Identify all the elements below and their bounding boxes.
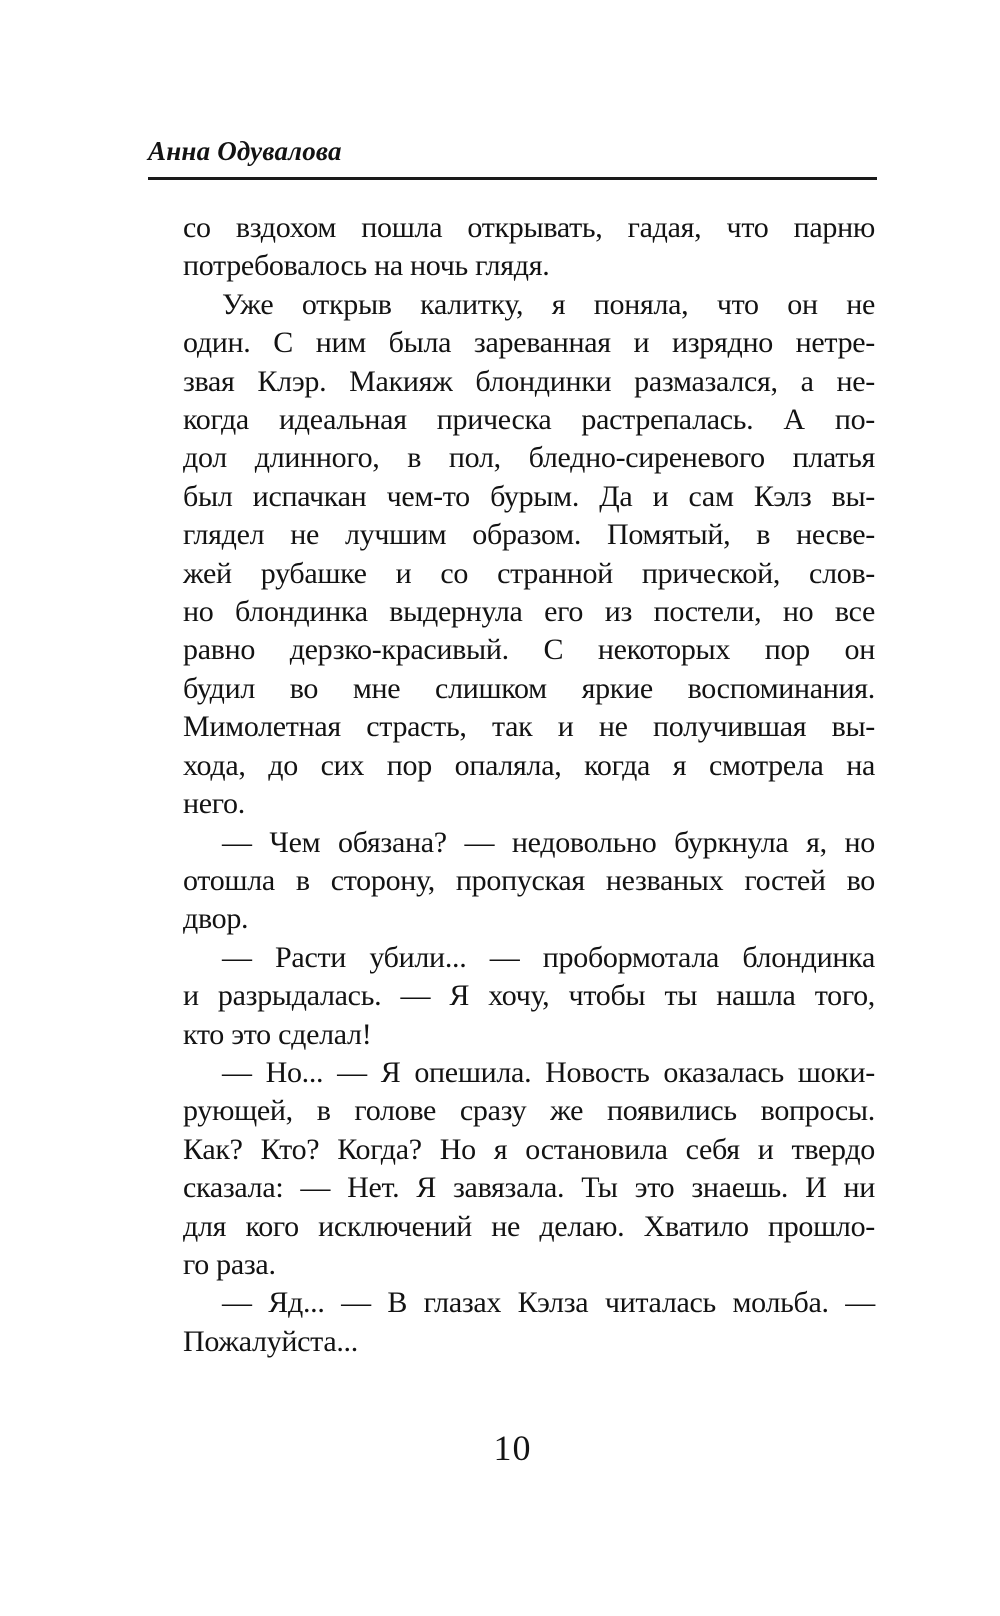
text-line: когда идеальная прическа растрепалась. А по-: [183, 403, 875, 437]
text-line: кто это сделал!: [183, 1017, 372, 1051]
body-text: [183, 209, 875, 1361]
text-line: равно дерзко-красивый. С некоторых пор он: [183, 633, 875, 667]
text-line: отошла в сторону, пропуская незваных гостей во: [183, 863, 875, 897]
text-line: жей рубашке и со странной прической, слов-: [183, 556, 875, 590]
text-line: Уже открыв калитку, я поняла, что он не: [222, 287, 875, 321]
text-line: рующей, в голове сразу же появились вопросы.: [183, 1094, 875, 1128]
text-line: сказала: — Нет. Я завязала. Ты это знаешь. И ни: [183, 1171, 875, 1205]
text-line: Пожалуйста...: [183, 1324, 358, 1358]
paragraph: [183, 939, 875, 1054]
text-line: — Яд... — В глазах Кэлза читалась мольба. —: [222, 1286, 875, 1320]
paragraph: [183, 286, 875, 824]
text-line: со вздохом пошла открывать, гадая, что парню: [183, 211, 875, 244]
text-line: звая Клэр. Макияж блондинки размазался, а не-: [183, 364, 875, 398]
paragraph: [183, 1054, 875, 1284]
paragraph: [183, 824, 875, 939]
text-line: будил во мне слишком яркие воспоминания.: [183, 671, 875, 705]
author-name: Анна Одувалова: [148, 136, 342, 166]
text-line: но блондинка выдернула его из постели, но все: [183, 595, 875, 629]
paragraph: [183, 209, 875, 286]
text-line: и разрыдалась. — Я хочу, чтобы ты нашла того,: [183, 979, 875, 1013]
text-line: него.: [183, 787, 245, 821]
paragraph: [183, 1284, 875, 1361]
text-line: хода, до сих пор опаляла, когда я смотрела на: [183, 748, 875, 782]
text-line: был испачкан чем-то бурым. Да и сам Кэлз вы-: [183, 479, 875, 513]
text-line: Как? Кто? Когда? Но я остановила себя и твердо: [183, 1132, 875, 1166]
header-rule: [148, 177, 877, 180]
text-line: для кого исключений не делаю. Хватило прошло-: [183, 1209, 875, 1243]
text-line: один. С ним была зареванная и изрядно нетре-: [183, 326, 875, 360]
page-number: 10: [493, 1428, 532, 1468]
text-line: двор.: [183, 902, 249, 936]
text-line: глядел не лучшим образом. Помятый, в несве-: [183, 518, 875, 552]
text-line: Мимолетная страсть, так и не получившая вы-: [183, 710, 875, 744]
text-line: го раза.: [183, 1247, 276, 1281]
text-line: — Чем обязана? — недовольно буркнула я, но: [222, 825, 875, 859]
text-line: — Но... — Я опешила. Новость оказалась шоки-: [222, 1055, 875, 1089]
running-header: [148, 136, 877, 167]
text-line: потребовалось на ночь глядя.: [183, 249, 550, 283]
text-line: дол длинного, в пол, бледно-сиреневого платья: [183, 441, 875, 475]
text-line: — Расти убили... — пробормотала блондинка: [222, 940, 875, 974]
